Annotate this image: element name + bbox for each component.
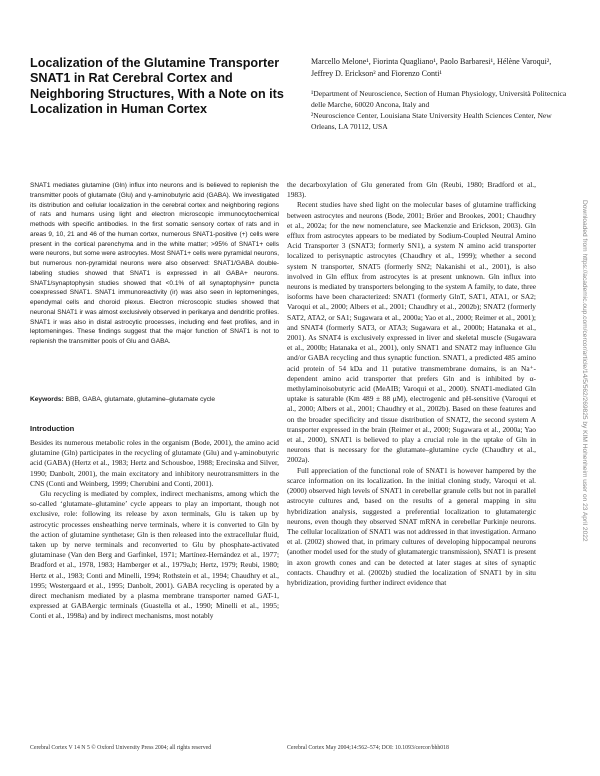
paragraph: Full appreciation of the functional role of SNAT1 is however hampered by the scarce information on its localization. In the initial cloning study, Varoqui et al. (2000) observed high levels of SNAT1 in cerebellar granule cells but not in parallel astrocyte cultures and, based on the results of a general mapping in situ hybridization analysis, suggested a preferential localization to glutamatergic neurons, even though they observed SNAT mRNA in cerebellar Purkinje neurons. The cellular localization of SNAT1 was not addressed in that investigation. Armano et al. (2002) showed that, in primary cultures of developing hippocampal neurons (another model used for the study of glutamatergic transmission), SNAT1 is present in axon growth cones and can be detected at later stages at sites of synaptic contacts. Chaudhry et al. (2002b) studied the localization of SNAT1 by in situ hybridization, providing further indirect evidence that <box>287 465 536 587</box>
keywords-text: BBB, GABA, glutamate, glutamine–glutamate cycle <box>65 396 216 403</box>
footer-journal-info: Cerebral Cortex V 14 N 5 © Oxford University Press 2004; all rights reserved <box>30 745 212 751</box>
affiliations <box>311 88 573 132</box>
paragraph: the decarboxylation of Glu generated from Gln (Reubi, 1980; Bradford et al., 1983). <box>287 180 536 200</box>
abstract: SNAT1 mediates glutamine (Gln) influx into neurons and is believed to replenish the transmitter pools of glutamate (Glu) and γ-aminobutyric acid (GABA). We investigated its distribution and cellular localization in the cerebral cortex and neighboring regions of rats and humans using light and electron microscopic immunocytochemical methods with specific antibodies. In the first somatic sensory cortex of rats and in areas 9, 10, 21 and 46 of the human cortex, numerous SNAT1-positive (+) cells were present in the cortical parenchyma and in the white matter; >95% of SNAT1+ cells were neurons, but some were astrocytes. Most SNAT1+ cells were pyramidal neurons, but numerous non-pyramidal neurons were also observed: SNAT1/GABA double-labeling studies showed that SNAT1 is expressed in all GABA+ neurons. SNAT1/synaptophysin studies showed that <0.1% of all synaptophysin+ puncta coexpressed SNAT1. SNAT1 immunoreactivity (ir) was also seen in leptomeninges, ependymal cells and choroid plexus. Electron microscopic studies showed that neuronal SNAT1 ir was almost exclusively observed in perikarya and dendritic profiles. SNAT1 ir was also in distal astrocytic processes, including end feet profiles, and in leptomeninges. These findings suggest that the major function of SNAT1 is not to replenish the transmitter pools of Glu and GABA. <box>30 182 279 345</box>
article-title: Localization of the Glutamine Transporter SNAT1 in Rat Cerebral Cortex and Neighboring Structures, With a Note on its Localization in Human Cortex <box>30 56 284 117</box>
author-list: Marcello Melone¹, Fiorinta Quagliano¹, Paolo Barbaresi¹, Hélène Varoqui², Jeffrey D. Erickson² and Fiorenzo Conti¹ <box>311 57 552 78</box>
affiliation-1: ¹Department of Neuroscience, Section of Human Physiology, Università Politecnica delle Marche, 60020 Ancona, Italy and <box>311 89 567 109</box>
left-column-body <box>30 438 279 622</box>
right-column-body <box>287 180 536 588</box>
paragraph: Glu recycling is mediated by complex, indirect mechanisms, among which the so-called ‘glutamate–glutamine’ cycle appears to play an important, though not exclusive, role: following its release by axon terminals, Glu is taken up by astrocytic processes ensheathing nerve terminals, where it is converted to Gln by the action of glutamine synthetase; Gln is then released into the extracellular fluid, taken up by nerve terminals and reconverted to Glu by phosphate-activated glutaminase (Van den Berg and Garfinkel, 1971; Martínez-Hernández et al., 1977; Bradford et al., 1978, 1983; Hamberger et al., 1979a,b; Hertz, 1979; Reubi, 1980; Hertz et al., 1983; Conti and Minelli, 1994; Rothstein et al., 1994; Chaudhry et al., 1995; Westergaard et al., 1995; Danbolt, 2001). GABA recycling is operated by a direct mechanism mediated by a plasma membrane transporter named GAT-1, expressed at GABAergic terminals (Guastella et al., 1990; Minelli et al., 1995; Conti et al., 1998a) and by indirect mechanisms, most notably <box>30 489 279 621</box>
introduction-heading: Introduction <box>30 424 75 433</box>
keywords-label: Keywords: <box>30 396 64 403</box>
keywords <box>30 395 279 404</box>
footer-citation: Cerebral Cortex May 2004;14:562–574; DOI: 10.1093/cercor/bhh018 <box>287 745 449 751</box>
affiliation-2: ²Neuroscience Center, Louisiana State University Health Sciences Center, New Orleans, LA 70112, USA <box>311 111 552 131</box>
paragraph: Besides its numerous metabolic roles in the organism (Bode, 2001), the amino acid glutamine (Gln) participates in the recycling of glutamate (Glu) and γ-aminobutyric acid (GABA) (Hertz et al., 1983; Hertz and Schousboe, 1988; Erecinska and Silver, 1990; Danbolt, 2001), the main excitatory and inhibitory neurotransmitters in the CNS (Conti and Weinberg, 1999; Cherubini and Conti, 2001). <box>30 438 279 488</box>
download-watermark: Downloaded from https://academic.oup.com/cercor/article/14/5/562/269825 by KIM Hohenheim user on 23 April 2022 <box>581 200 588 542</box>
paragraph: Recent studies have shed light on the molecular bases of glutamine trafficking between astrocytes and neurons (Bode, 2001; Bröer and Brookes, 2001; Chaudhry et al., 2002a; for the new nomenclature, see Mackenzie and Erickson, 2003). Gln efflux from astrocytes appears to be mediated by Sodium-Coupled Neutral Amino Acid Transporter 3 (SNAT3; formerly SN1), a system N amino acid transporter localized to perisynaptic astrocytes (Chaudhry et al., 1999); whether a second system N transporter, SNAT5 (formerly SN2; Nakanishi et al., 2001), is also involved in Gln efflux from astrocytes is at present unknown. Gln influx into neurons is mediated by transporters belonging to the system A family, to date, three isoforms have been characterized: SNAT1 (formerly GlnT, SAT1, ATA1, or SA2; Varoqui et al., 2000; Albers et al., 2001; Chaudhry et al., 2002b); SNAT2 (formerly SAT2, ATA2, or SA1; Sugawara et al., 2000a; Yao et al., 2000; Reimer et al., 2001); and SNAT4 (formerly SAT3, or ATA3; Sugawara et al., 2000b; Hatanaka et al., 2001). As SNAT4 is exclusively expressed in liver and skeletal muscle (Sugawara et al., 2000b; Hatanaka et al., 2001), only SNAT1 and SNAT2 may influence Glu and/or GABA recycling and thus synaptic function. SNAT1, a predicted 485 amino acid protein of 54 kDa and 11 putative transmembrane domains, is an Na⁺-dependent amino acid transporter that prefers Gln and is inhibited by α-methylaminoisobutyric acid (MeAIB; Varoqui et al., 2000). SNAT1-mediated Gln uptake is saturable (Km 489 ± 88 μM), electrogenic and pH-sensitive (Varoqui et al., 2000; Albers et al., 2001; Chaudhry et al., 2002b). Based on these features and on the broader specificity and tissue distribution of SNAT2, the second system A transporter expressed in the brain (Reimer et al., 2000; Sugawara et al., 2000a; Yao et al., 2000), SNAT1 is believed to play a crucial role in the uptake of Gln in neurons that is necessary for the glutamate–glutamine cycle (Chaudhry et al., 2002a). <box>287 200 536 465</box>
